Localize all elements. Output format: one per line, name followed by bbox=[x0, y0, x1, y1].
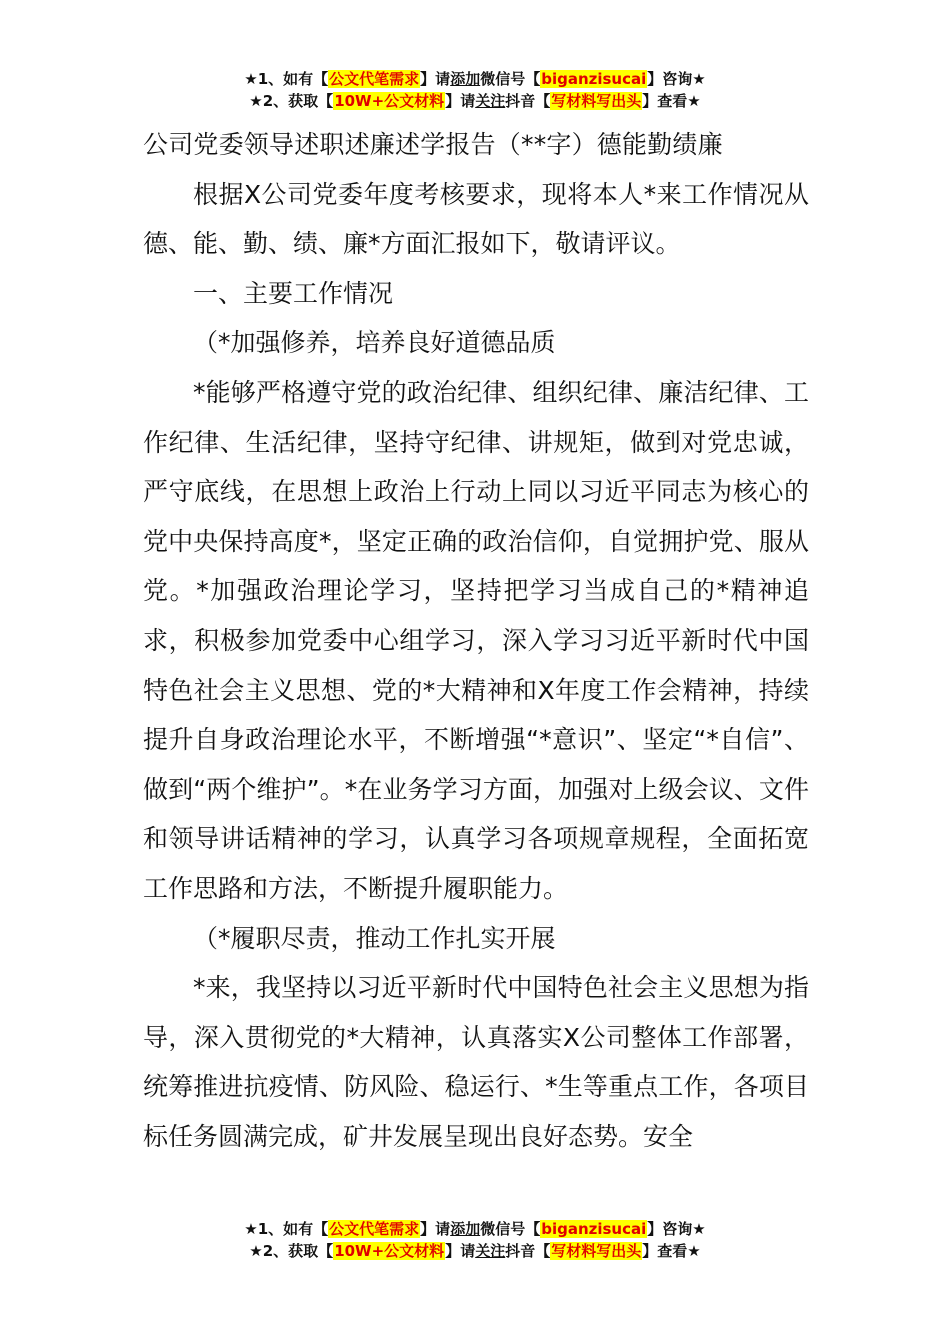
promo-line-2-emphasis: 关注 bbox=[475, 1242, 506, 1260]
footer-promo-banner bbox=[0, 1218, 950, 1262]
promo-line-2-prefix: ★2、获取【 bbox=[249, 1242, 334, 1260]
promo-highlight-materials: 10W+公文材料 bbox=[334, 1242, 445, 1260]
promo-line-1-suffix: 】咨询★ bbox=[647, 1220, 706, 1238]
promo-line-1-text-2: 微信号【 bbox=[480, 1220, 541, 1238]
promo-line-1 bbox=[0, 68, 950, 90]
promo-line-1 bbox=[0, 1218, 950, 1240]
promo-highlight-wechat-id: biganzisucai bbox=[541, 1220, 647, 1238]
promo-line-2-text: 】请 bbox=[445, 1242, 476, 1260]
promo-highlight-materials: 10W+公文材料 bbox=[334, 92, 445, 110]
promo-line-1-text-2: 微信号【 bbox=[480, 70, 541, 88]
promo-line-2 bbox=[0, 1240, 950, 1262]
document-body bbox=[143, 120, 809, 1161]
promo-highlight-writing-service: 公文代笔需求 bbox=[329, 70, 420, 88]
subsection-heading-duty: （*履职尽责，推动工作扎实开展 bbox=[193, 923, 556, 953]
promo-highlight-douyin-account: 写材料写出头 bbox=[551, 1242, 642, 1260]
morality-paragraph: *能够严格遵守党的政治纪律、组织纪律、廉洁纪律、工作纪律、生活纪律，坚持守纪律、讲规矩，做到对党忠诚，严守底线，在思想上政治上行动上同以习近平同志为核心的党中央保持高度*，坚定正确的政治信仰，自觉拥护党、服从党。*加强政治理论学习，坚持把学习当成自己的*精神追求，积极参加党委中心组学习，深入学习习近平新时代中国特色社会主义思想、党的*大精神和X年度工作会精神，持续提升自身政治理论水平，不断增强“*意识”、坚定“*自信”、做到“两个维护”。*在业务学习方面，加强对上级会议、文件和领导讲话精神的学习，认真学习各项规章规程，全面拓宽工作思路和方法，不断提升履职能力。 bbox=[143, 377, 809, 903]
promo-line-1-prefix: ★1、如有【 bbox=[244, 1220, 329, 1238]
promo-highlight-writing-service: 公文代笔需求 bbox=[329, 1220, 420, 1238]
promo-line-1-suffix: 】咨询★ bbox=[647, 70, 706, 88]
promo-line-2-suffix: 】查看★ bbox=[642, 92, 701, 110]
intro-paragraph: 根据X公司党委年度考核要求，现将本人*来工作情况从德、能、勤、绩、廉*方面汇报如下，敬请评议。 bbox=[143, 179, 809, 259]
header-promo-banner bbox=[0, 68, 950, 112]
promo-line-2-text-2: 抖音【 bbox=[505, 92, 551, 110]
promo-line-1-text: 】请 bbox=[420, 70, 451, 88]
promo-line-2-emphasis: 关注 bbox=[475, 92, 506, 110]
section-heading-main-work: 一、主要工作情况 bbox=[193, 278, 394, 308]
promo-line-1-emphasis: 添加 bbox=[450, 70, 481, 88]
duty-paragraph: *来，我坚持以习近平新时代中国特色社会主义思想为指导，深入贯彻党的*大精神，认真落实X公司整体工作部署，统筹推进抗疫情、防风险、稳运行、*生等重点工作，各项目标任务圆满完成，矿井发展呈现出良好态势。安全 bbox=[143, 973, 809, 1151]
promo-line-2-text-2: 抖音【 bbox=[505, 1242, 551, 1260]
promo-highlight-wechat-id: biganzisucai bbox=[541, 70, 647, 88]
promo-line-1-text: 】请 bbox=[420, 1220, 451, 1238]
subsection-heading-morality: （*加强修养，培养良好道德品质 bbox=[193, 328, 556, 358]
promo-line-1-emphasis: 添加 bbox=[450, 1220, 481, 1238]
promo-highlight-douyin-account: 写材料写出头 bbox=[551, 92, 642, 110]
promo-line-2-prefix: ★2、获取【 bbox=[249, 92, 334, 110]
document-title: 公司党委领导述职述廉述学报告（**字）德能勤绩廉 bbox=[143, 130, 723, 159]
promo-line-2-text: 】请 bbox=[445, 92, 476, 110]
promo-line-2-suffix: 】查看★ bbox=[642, 1242, 701, 1260]
promo-line-1-prefix: ★1、如有【 bbox=[244, 70, 329, 88]
promo-line-2 bbox=[0, 90, 950, 112]
